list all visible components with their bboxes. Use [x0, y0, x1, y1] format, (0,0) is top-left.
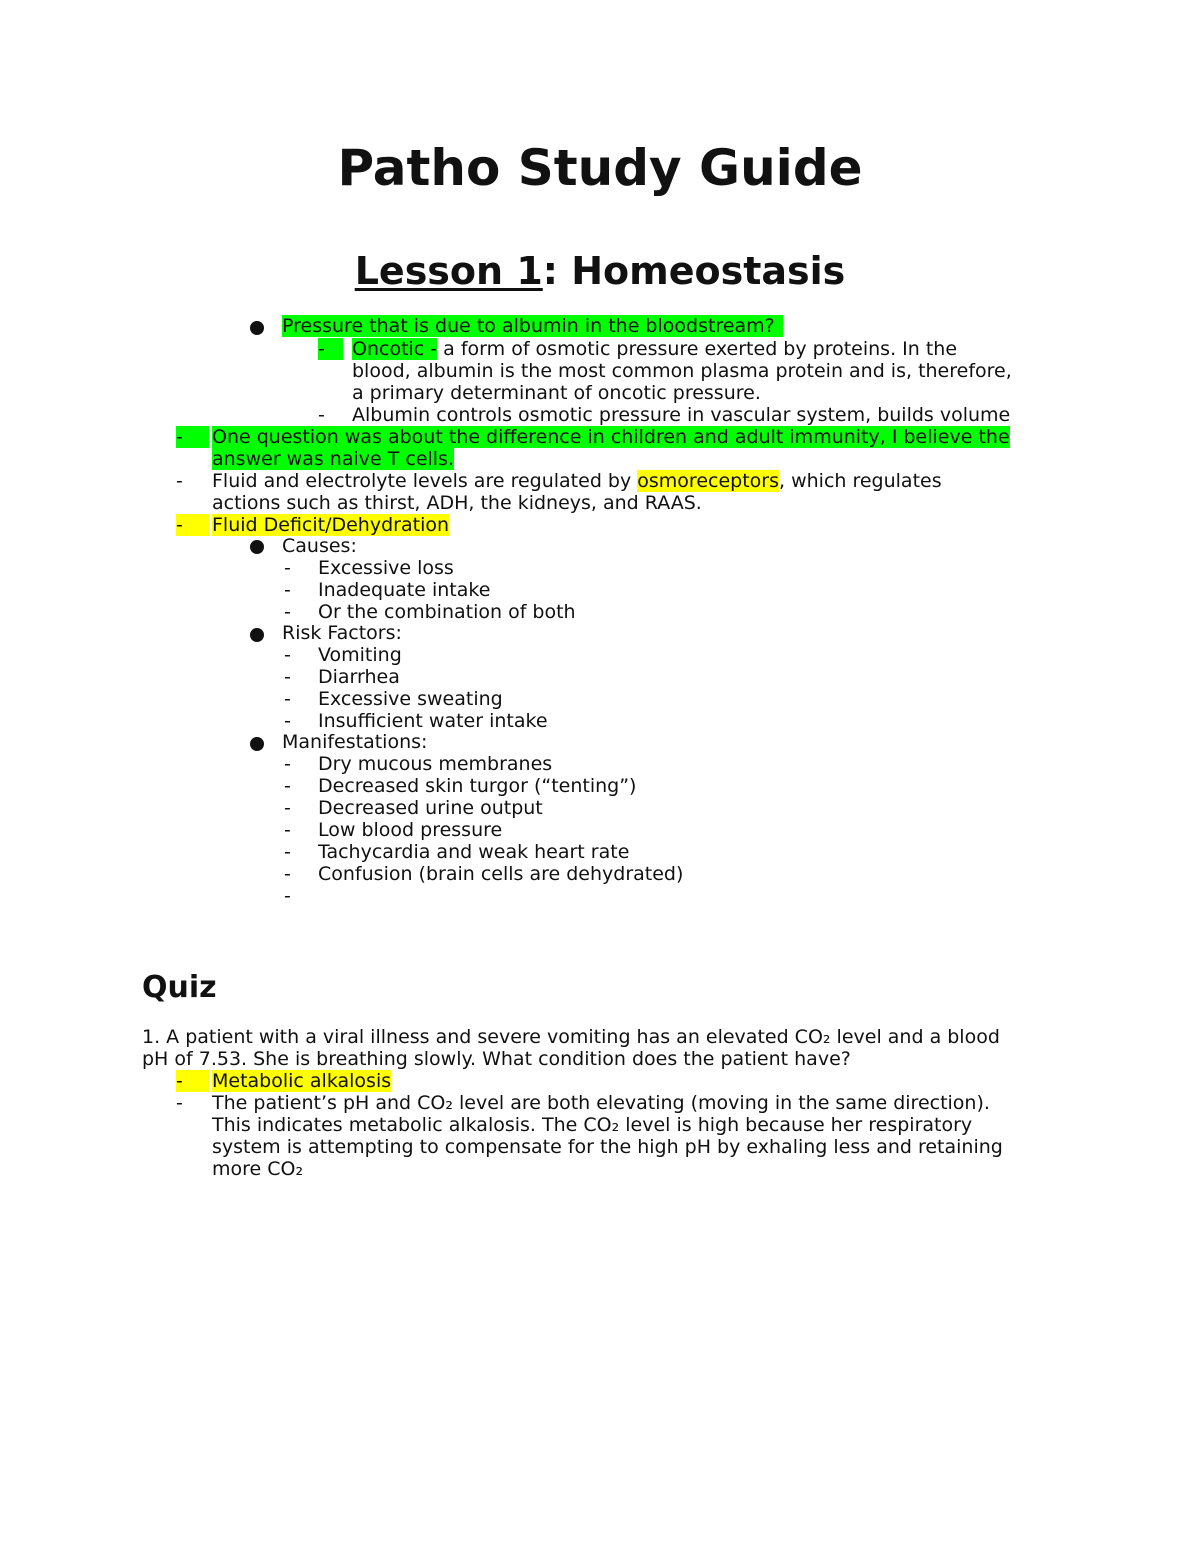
list-dash: -: [284, 863, 291, 885]
lesson-colon: :: [542, 249, 558, 293]
oncotic-definition-2: blood, albumin is the most common plasma protein and is, therefore,: [352, 360, 1012, 382]
list-dash: -: [176, 514, 209, 536]
fluid-electrolyte-line-1: [212, 470, 942, 492]
causes-label: Causes:: [282, 535, 357, 557]
quiz-explanation-line: This indicates metabolic alkalosis. The CO₂ level is high because her respiratory: [212, 1114, 973, 1136]
list-dash: -: [284, 557, 291, 579]
list-dash: -: [284, 885, 291, 907]
lesson-number: Lesson 1: [354, 249, 543, 293]
list-dash: -: [318, 338, 343, 360]
quiz-explanation-line: system is attempting to compensate for the high pH by exhaling less and retaining: [212, 1136, 1003, 1158]
list-dash: -: [318, 404, 325, 426]
risk-factors-label: Risk Factors:: [282, 622, 402, 644]
list-dash: -: [284, 841, 291, 863]
manifestation-item: Tachycardia and weak heart rate: [318, 841, 630, 863]
list-dash: -: [176, 1070, 209, 1092]
list-dash: -: [284, 601, 291, 623]
lesson-topic: Homeostasis: [557, 249, 846, 293]
risk-item: Insufficient water intake: [318, 710, 548, 732]
list-dash: -: [284, 710, 291, 732]
fluid-electrolyte-text: Fluid and electrolyte levels are regulated by: [212, 470, 638, 492]
osmoreceptors-highlight: osmoreceptors: [637, 470, 779, 492]
list-dash: -: [284, 644, 291, 666]
quiz-question-1-line-2: pH of 7.53. She is breathing slowly. What condition does the patient have?: [142, 1048, 851, 1070]
manifestation-item: Decreased urine output: [318, 797, 543, 819]
list-dash: -: [176, 426, 209, 448]
fluid-electrolyte-line-2: actions such as thirst, ADH, the kidneys, and RAAS.: [212, 492, 702, 514]
list-dash: -: [176, 1092, 183, 1114]
quiz-heading: Quiz: [142, 970, 217, 1005]
list-dash: -: [284, 797, 291, 819]
risk-item: Excessive sweating: [318, 688, 503, 710]
list-dash: -: [284, 753, 291, 775]
document-title: Patho Study Guide: [337, 139, 863, 197]
bullet-icon: [250, 737, 264, 751]
albumin-controls: Albumin controls osmotic pressure in vascular system, builds volume: [352, 404, 1011, 426]
quiz-question-1-line-1: 1. A patient with a viral illness and severe vomiting has an elevated CO₂ level and a blood: [142, 1026, 1000, 1048]
oncotic-definition-1: a form of osmotic pressure exerted by proteins. In the: [437, 338, 958, 360]
cause-item: Inadequate intake: [318, 579, 491, 601]
oncotic-definition-3: a primary determinant of oncotic pressure.: [352, 382, 761, 404]
quiz-explanation-line: more CO₂: [212, 1158, 304, 1180]
risk-item: Diarrhea: [318, 666, 400, 688]
oncotic-definition-line: [352, 338, 957, 360]
albumin-question: Pressure that is due to albumin in the bloodstream?: [282, 315, 783, 337]
immunity-question-2: answer was naive T cells.: [212, 448, 454, 470]
manifestation-item: Confusion (brain cells are dehydrated): [318, 863, 684, 885]
manifestation-item: Decreased skin turgor (“tenting”): [318, 775, 637, 797]
list-dash: -: [284, 688, 291, 710]
manifestation-item: Dry mucous membranes: [318, 753, 553, 775]
fluid-deficit-heading: Fluid Deficit/Dehydration: [212, 514, 450, 536]
cause-item: Or the combination of both: [318, 601, 576, 623]
immunity-question-1: One question was about the difference in children and adult immunity, I believe the: [212, 426, 1010, 448]
cause-item: Excessive loss: [318, 557, 454, 579]
manifestations-label: Manifestations:: [282, 731, 428, 753]
bullet-icon: [250, 321, 264, 335]
oncotic-term: Oncotic -: [352, 338, 438, 360]
list-dash: -: [284, 666, 291, 688]
fluid-electrolyte-text-end: , which regulates: [779, 470, 942, 492]
quiz-answer: Metabolic alkalosis: [212, 1070, 392, 1092]
lesson-heading: [0, 244, 1200, 298]
bullet-icon: [250, 628, 264, 642]
quiz-explanation-line: The patient’s pH and CO₂ level are both elevating (moving in the same direction).: [212, 1092, 990, 1114]
list-dash: -: [176, 470, 183, 492]
manifestation-item: Low blood pressure: [318, 819, 503, 841]
list-dash: -: [284, 819, 291, 841]
list-dash: -: [284, 579, 291, 601]
list-dash: -: [284, 775, 291, 797]
risk-item: Vomiting: [318, 644, 402, 666]
bullet-icon: [250, 540, 264, 554]
